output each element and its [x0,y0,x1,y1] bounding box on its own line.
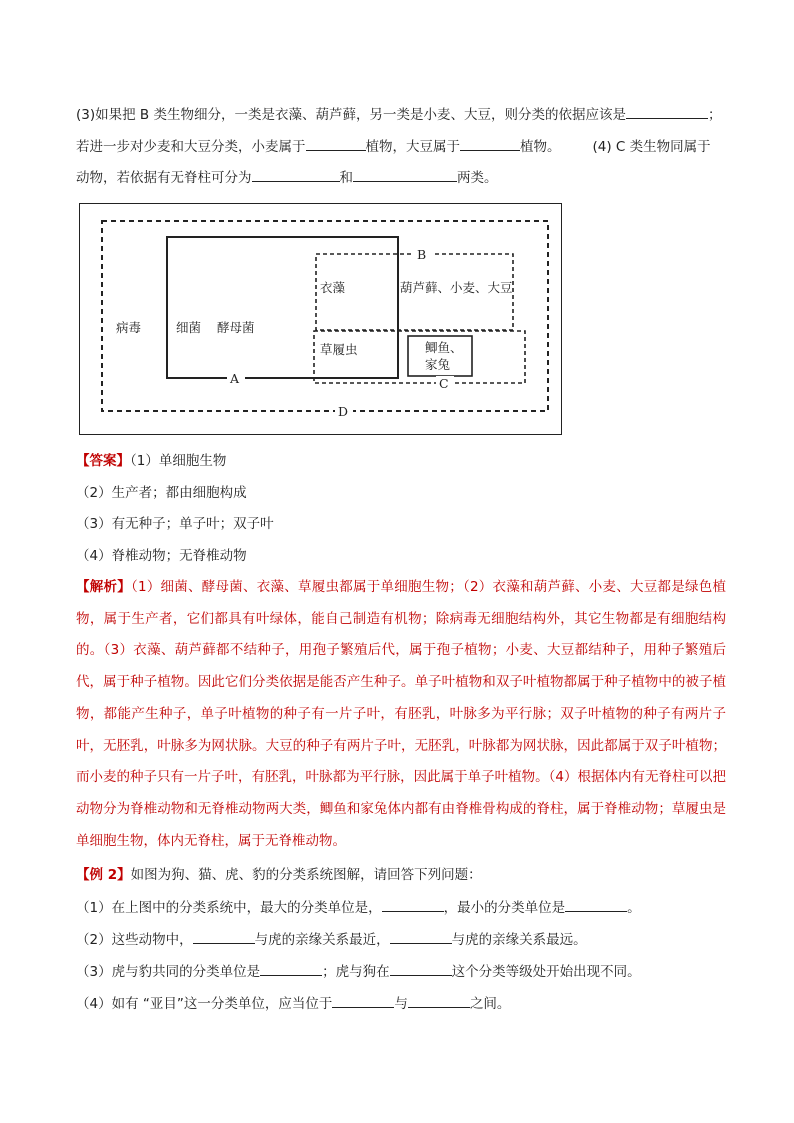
label-paramecium: 草履虫 [320,342,358,357]
answer-blank[interactable] [390,961,452,976]
answer-blank[interactable] [252,167,340,182]
answer-tag: 【答案】 [76,453,130,469]
question-text: （2）这些动物中， [76,932,193,948]
label-fish: 鲫鱼、 [425,340,463,355]
example2-q4 [76,993,510,1014]
label-chlamydomonas: 衣藻 [320,280,346,295]
answer-blank[interactable] [460,136,520,151]
question-text: 与虎的亲缘关系最远。 [451,932,587,948]
answer-line-1 [76,451,226,471]
question-text: 这个分类等级处开始出现不同。 [451,964,641,980]
box-a [167,237,398,378]
answer-text: （1）单细胞生物 [130,453,227,469]
q3-text: 若进一步对少麦和大豆分类，小麦属于 [76,139,306,155]
question-text: （4）如有 “亚目”这一分类单位，应当位于 [76,996,333,1012]
answer-blank[interactable] [193,929,255,944]
example2-q1 [76,897,641,918]
question-text: 与虎的亲缘关系最近， [254,932,390,948]
answer-blank[interactable] [353,167,457,182]
question-text: ，最小的分类单位是 [443,900,566,916]
example2-intro: 如图为狗、猫、虎、豹的分类系统图解，请回答下列问题： [130,867,482,883]
label-rabbit: 家兔 [425,357,451,372]
q3-text: ； [707,107,722,123]
question-text: ；虎与狗在 [322,964,390,980]
q3-text: 植物，大豆属于 [365,139,460,155]
answer-blank[interactable] [332,993,394,1008]
q4-line [76,167,498,188]
q4-text: 两类。 [457,170,498,186]
answer-blank[interactable] [260,961,322,976]
label-b: B [417,247,427,262]
label-c: C [439,376,449,391]
answer-blank[interactable] [626,104,708,119]
answer-line-2 [76,483,247,503]
q3-line-1 [76,104,721,125]
q3-text: (3)如果把 B 类生物细分，一类是衣藻、葫芦藓，另一类是小麦、大豆，则分类的依据应该是 [76,107,626,123]
label-a: A [230,371,240,386]
q4-text: (4) C 类生物同属于 [592,139,711,155]
classification-diagram [79,203,562,435]
example2-header [76,865,482,885]
answer-text: （3）有无种子；单子叶；双子叶 [76,516,274,532]
example2-tag: 【例 2】 [76,867,131,883]
label-bacteria: 细菌 [176,320,202,335]
answer-blank[interactable] [306,136,366,151]
answer-blank[interactable] [565,897,627,912]
analysis-text: （1）细菌、酵母菌、衣藻、草履虫都属于单细胞生物；（2）衣藻和葫芦藓、小麦、大豆都是绿色植物，属于生产者，它们都具有叶绿体，能自己制造有机物；除病毒无细胞结构外，其它生物都是有细胞结构的。（3）衣藻、葫芦藓都不结种子，用孢子繁殖后代，属于孢子植物；小麦、大豆都结种子，用种子繁殖后代，属于种子植物。因此它们分类依据是能否产生种子。单子叶植物和双子叶植物都属于种子植物中的被子植物，都能产生种子，单子叶植物的种子有一片子叶，有胚乳，叶脉多为平行脉；双子叶植物的种子有两片子叶，无胚乳，叶脉多为网状脉。大豆的种子有两片子叶，无胚乳，叶脉都为网状脉，因此都属于双子叶植物；而小麦的种子只有一片子叶，有胚乳，叶脉都为平行脉，因此属于单子叶植物。（4）根据体内有无脊柱可以把动物分为脊椎动物和无脊椎动物两大类，鲫鱼和家兔体内都有由脊椎骨构成的脊柱，属于脊椎动物；草履虫是单细胞生物，体内无脊柱，属于无脊椎动物。 [76,579,726,849]
answer-blank[interactable] [390,929,452,944]
answer-line-4 [76,546,247,566]
q4-text: 和 [339,170,353,186]
answer-blank[interactable] [382,897,444,912]
diagram-svg [80,204,560,433]
answer-line-3 [76,514,274,534]
analysis-tag: 【解析】 [76,579,131,595]
question-text: 之间。 [469,996,511,1012]
answer-text: （2）生产者；都由细胞构成 [76,485,247,501]
analysis-paragraph [76,572,726,857]
label-d: D [338,404,349,419]
example2-q2 [76,929,587,950]
label-yeast: 酵母菌 [217,320,255,335]
answer-text: （4）脊椎动物；无脊椎动物 [76,548,247,564]
example2-q3 [76,961,641,982]
question-text: 。 [627,900,641,916]
label-virus: 病毒 [116,320,142,335]
question-text: 与 [394,996,408,1012]
answer-blank[interactable] [408,993,470,1008]
question-text: （1）在上图中的分类系统中，最大的分类单位是， [76,900,382,916]
q4-text: 动物，若依据有无脊柱可分为 [76,170,252,186]
q3-line-2 [76,136,711,157]
label-plants: 葫芦藓、小麦、大豆 [400,280,513,295]
question-text: （3）虎与豹共同的分类单位是 [76,964,261,980]
q3-text: 植物。 [520,139,561,155]
